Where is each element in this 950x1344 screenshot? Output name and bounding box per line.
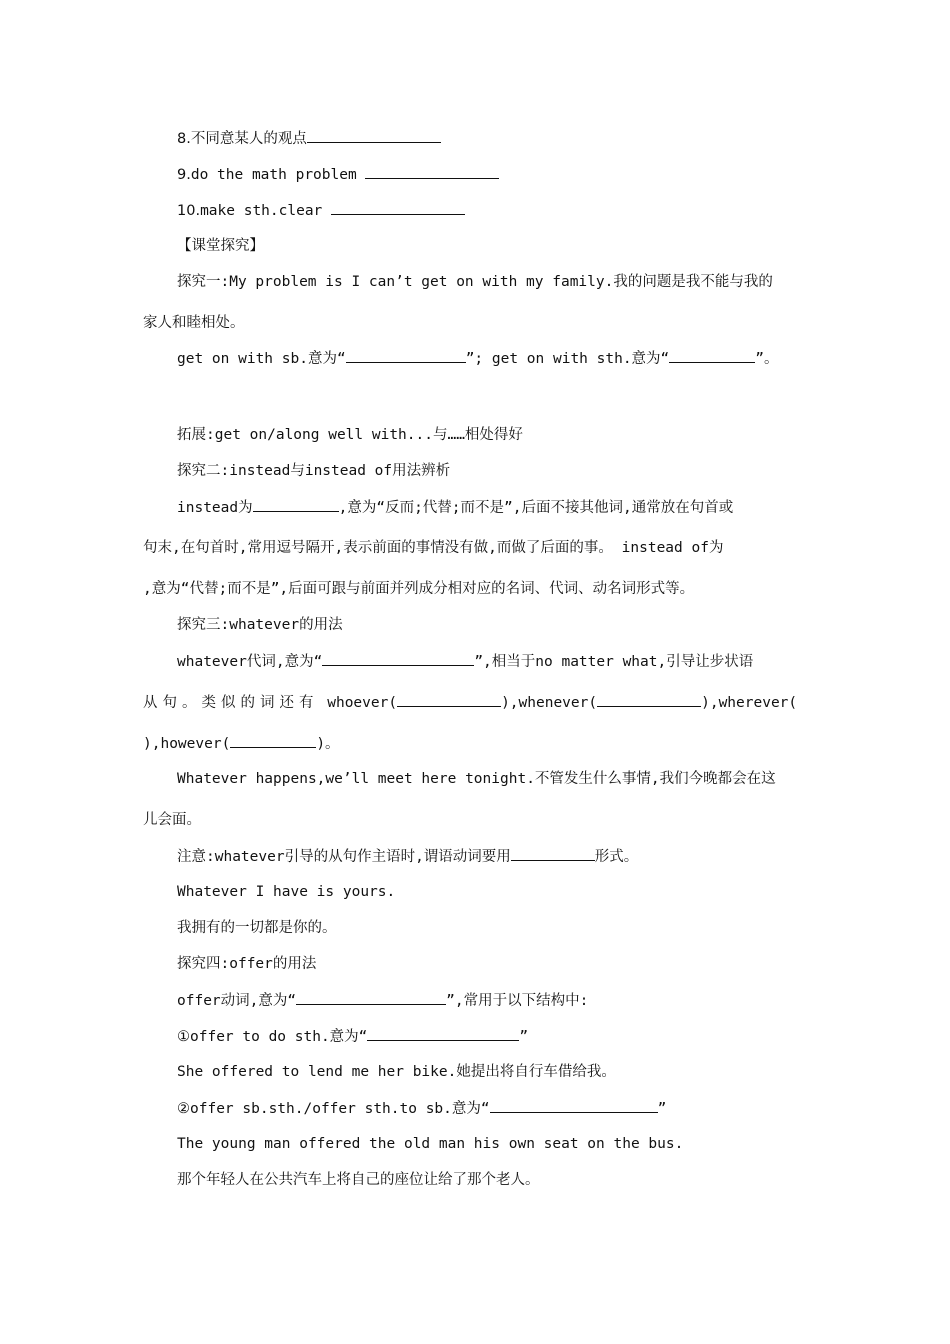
vocab-number: 8. (177, 131, 191, 147)
answer-blank[interactable] (230, 733, 316, 748)
text: instead为 (177, 500, 253, 516)
answer-blank[interactable] (397, 692, 501, 707)
text: )。 (316, 736, 340, 752)
text: whoever( (318, 695, 398, 711)
text: ①offer to do sth.意为“ (177, 1029, 368, 1045)
text: 从句。类似的词还有 (143, 695, 319, 711)
explore4-structure1 (177, 1026, 528, 1047)
text: ②offer sb.sth./offer sth.to sb.意为“ (177, 1101, 490, 1117)
vocab-number: 10. (177, 203, 201, 219)
text: ” (657, 1101, 667, 1117)
text: offer动词,意为“ (177, 993, 297, 1009)
explore3-note (177, 846, 638, 867)
text: ),however( (143, 736, 231, 752)
q-text: ”; get on with sth.意为“ (465, 351, 670, 367)
explore3-title: 探究三:whatever的用法 (177, 617, 343, 633)
text: whatever代词,意为“ (177, 654, 323, 670)
answer-blank[interactable] (669, 348, 755, 363)
section-heading: 【课堂探究】 (177, 238, 264, 254)
answer-blank[interactable] (331, 200, 465, 215)
text: 注意:whatever引导的从句作主语时,谓语动词要用 (177, 849, 511, 865)
explore1-sentence-cont: 家人和睦相处。 (143, 315, 245, 331)
explore4-structure2-translation: 那个年轻人在公共汽车上将自己的座位让给了那个老人。 (177, 1172, 540, 1188)
answer-blank[interactable] (597, 692, 701, 707)
vocab-text: do the math problem (190, 167, 366, 183)
answer-blank[interactable] (490, 1098, 658, 1113)
explore2-line2: 句末,在句首时,常用逗号隔开,表示前面的事情没有做,而做了后面的事。 instead of为 (143, 540, 724, 556)
answer-blank[interactable] (346, 348, 466, 363)
explore3-example2: Whatever I have is yours. (177, 884, 396, 900)
explore2-line3: ,意为“代替;而不是”,后面可跟与前面并列成分相对应的名词、代词、动名词形式等。 (143, 581, 695, 597)
answer-blank[interactable] (511, 846, 595, 861)
explore3-line3 (143, 733, 340, 754)
text: ),wherever( (701, 695, 798, 711)
explore4-structure1-example: She offered to lend me her bike.她提出将自行车借给我。 (177, 1064, 616, 1080)
q-text: get on with sb.意为“ (177, 351, 346, 367)
answer-blank[interactable] (367, 1026, 519, 1041)
explore3-example1: Whatever happens,we’ll meet here tonight.不管发生什么事情,我们今晚都会在这 (177, 771, 776, 787)
vocab-item-9 (177, 164, 499, 185)
explore1-sentence: 探究一:My problem is I can’t get on with my family.我的问题是我不能与我的 (177, 274, 773, 290)
answer-blank[interactable] (307, 128, 441, 143)
explore3-example1-cont: 儿会面。 (143, 812, 201, 828)
vocab-text: make sth.clear (200, 203, 332, 219)
vocab-text: 不同意某人的观点 (190, 131, 307, 147)
explore4-line1 (177, 990, 588, 1011)
vocab-item-10 (177, 200, 465, 221)
explore2-line1 (177, 497, 733, 518)
text: 形式。 (594, 849, 639, 865)
answer-blank[interactable] (296, 990, 446, 1005)
explore3-line2 (143, 692, 797, 713)
text: ”,常用于以下结构中: (446, 993, 589, 1009)
answer-blank[interactable] (322, 651, 474, 666)
q-text: ”。 (755, 351, 779, 367)
text: ” (519, 1029, 529, 1045)
text: ),whenever( (501, 695, 598, 711)
vocab-item-8 (177, 128, 441, 149)
explore3-example2-translation: 我拥有的一切都是你的。 (177, 920, 337, 936)
text: ,意为“反而;代替;而不是”,后面不接其他词,通常放在句首或 (338, 500, 734, 516)
vocab-number: 9. (177, 167, 191, 183)
text: ”,相当于no matter what,引导让步状语 (474, 654, 754, 670)
explore4-title: 探究四:offer的用法 (177, 956, 317, 972)
explore1-extension: 拓展:get on/along well with...与……相处得好 (177, 427, 523, 443)
explore3-line1 (177, 651, 753, 672)
explore2-title: 探究二:instead与instead of用法辨析 (177, 463, 451, 479)
explore4-structure2 (177, 1098, 666, 1119)
answer-blank[interactable] (253, 497, 339, 512)
explore4-structure2-example: The young man offered the old man his own seat on the bus. (177, 1136, 684, 1152)
explore1-question (177, 348, 779, 369)
answer-blank[interactable] (365, 164, 499, 179)
